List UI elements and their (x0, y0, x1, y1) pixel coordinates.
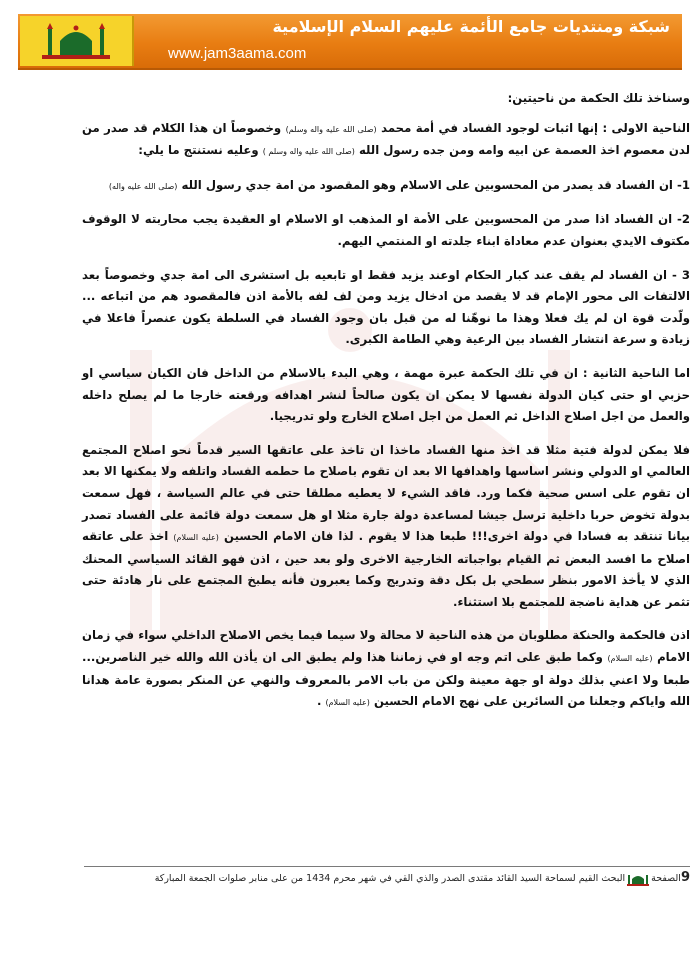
banner-url[interactable]: www.jam3aama.com (168, 45, 307, 62)
list-item-1-text: 1- ان الفساد قد يصدر من المحسوبين على الاسلام وهو المقصود من امة جدي رسول الله (177, 177, 690, 192)
first-aspect-text-cont: وخصوصاً ان هذا الكلام قد صدر من لدن معصوم اخذ العصمة عن ابيه وامه ومن جده رسول الله (82, 120, 690, 158)
salawat-note: (صلى الله عليه واله) (108, 181, 178, 191)
young-state-text-cont: اخذ على عاتقه اصلاح ما افسد البعض ثم القيام بواجباته الخارجية الاخرى ولو بعد حين ، اذن فهو القائد السياسي المحنك الذي لا يأخذ الامور بنظر سطحي بل بكل دقة وتدريج وكما يعبرون فأنه يطبخ المجتمع على نار هادئة حتى تثمر عن هداية ناضجة للمجتمع بلا استثناء. (82, 529, 690, 609)
footer-divider (84, 866, 690, 867)
salawat-note: (صلى الله عليه واله وسلم) (285, 124, 377, 134)
paragraph-second-aspect: اما الناحية الثانية : ان في تلك الحكمة عبرة مهمة ، وهي البدء بالاسلام من الداخل فان الكيان سياسي او حزبي او حتى كيان الدولة نفسها لا يمكن ان يكون صالحاً لنشر اهدافه ورقعته خارجا ما لم يصلح داخله والعمل من اجل اصلاح الداخل ثم العمل من اجل اصلاح الخارج ولو تدريجيا. (82, 365, 690, 424)
footer-text: البحث القيم لسماحة السيد القائد مقتدى الصدر والذي القي في شهر محرم 1434 من على منابر صلوات الجمعة المباركة (154, 873, 626, 884)
first-aspect-text: الناحية الاولى : إنها اثبات لوجود الفساد في أمة محمد (376, 120, 690, 135)
peace-note: (عليه السلام) (607, 654, 653, 664)
young-state-text: فلا يمكن لدولة فتية مثلا قد اخذ منها الفساد ماخذا ان تاخذ على عاتقها السير قدماً نحو اصلاح المجتمع العالمي او الدولي ونشر اساسها واهدافها الا بعد ان تقوم باصلاح ما حطمه الفساد واتلفه ولا يمكنها الا بعد ان تقوم على اسس صحية فكما ورد. فاقد الشيء لا يعطيه مطلقا حتى في عالم السياسة ، فهل سمعت بدولة تخوض حربا داخلية ترسل جيشا لمساعدة دولة جارة مثلا او هل سمعت دولة قائمة على الفساد تصدر بيانا تنتقد به فسادا في دولة اخرى!!! طبعا هذا لا يقوم . لذا فان الامام الحسين (82, 442, 690, 544)
article-body (82, 88, 690, 726)
mosque-footer-icon (627, 872, 649, 886)
conclusion-text-cont: وكما طبق على اتم وجه او في زماننا هذا ولم يطبق الى ان يأذن الله والله خير الناصرين... طبعا ولا اعني بذلك دولة او جهة معينة ولكن من باب الامر بالمعروف والنهي عن المنكر بصورة عامة هدانا الله واياكم وجعلنا من السائرين على نهج الامام الحسين (82, 650, 690, 709)
peace-note: (عليه السلام) (173, 533, 219, 543)
first-aspect-text-end: وعليه نستنتج ما يلي: (138, 143, 263, 158)
list-item-2: 2- ان الفساد اذا صدر من المحسوبين على الأمة او المذهب او الاسلام او العقيدة يجب محاربته لا الوقوف مكتوف الايدي بعنوان عدم معاداة ابناء جلدته او المنتمي اليهم. (82, 212, 690, 248)
paragraph-conclusion (82, 625, 690, 713)
paragraph-first-aspect (82, 118, 690, 163)
paragraph-young-state (82, 440, 690, 614)
list-item-1 (82, 175, 690, 198)
salawat-note: (صلى الله عليه واله وسلم ) (262, 147, 355, 157)
conclusion-text-end: . (316, 694, 326, 709)
page-label: الصفحة (651, 873, 681, 884)
list-item-3: 3 - ان الفساد لم يقف عند كبار الحكام اوعند يزيد فقط او تابعيه بل استشرى الى امة جدي وخصوصاً بعد الالتفات الى محور الإمام قد لا يقصد من ادخال يزيد ومن لف لفه بالأمة اذن فالمقصود هم من اتباعه ... ولّدت قوة ان لم يك فعلا وهذا ما نوهّنا له من قبل بان وجود الفساد في السلطة يكون عنصراً فاعلا في زيادة و سرعة انتشار الفساد بين الرعية وهي الطامة الكبرى. (82, 267, 690, 347)
page-footer (84, 870, 690, 886)
site-logo (20, 16, 134, 66)
mosque-logo-icon (42, 21, 110, 61)
page-number: 9 (680, 870, 690, 885)
banner-title: شبكة ومنتديات جامع الأئمة عليهم السلام الإسلامية (272, 17, 670, 36)
intro-line: وسناخذ تلك الحكمة من ناحيتين: (507, 91, 690, 105)
header-banner (18, 14, 682, 70)
conclusion-text: اذن فالحكمة والحنكة مطلوبان من هذه الناحية لا محالة ولا سيما فيما يخص الاصلاح الداخلي سواء في زمان الامام (82, 628, 690, 665)
peace-note: (عليه السلام) (325, 698, 370, 708)
